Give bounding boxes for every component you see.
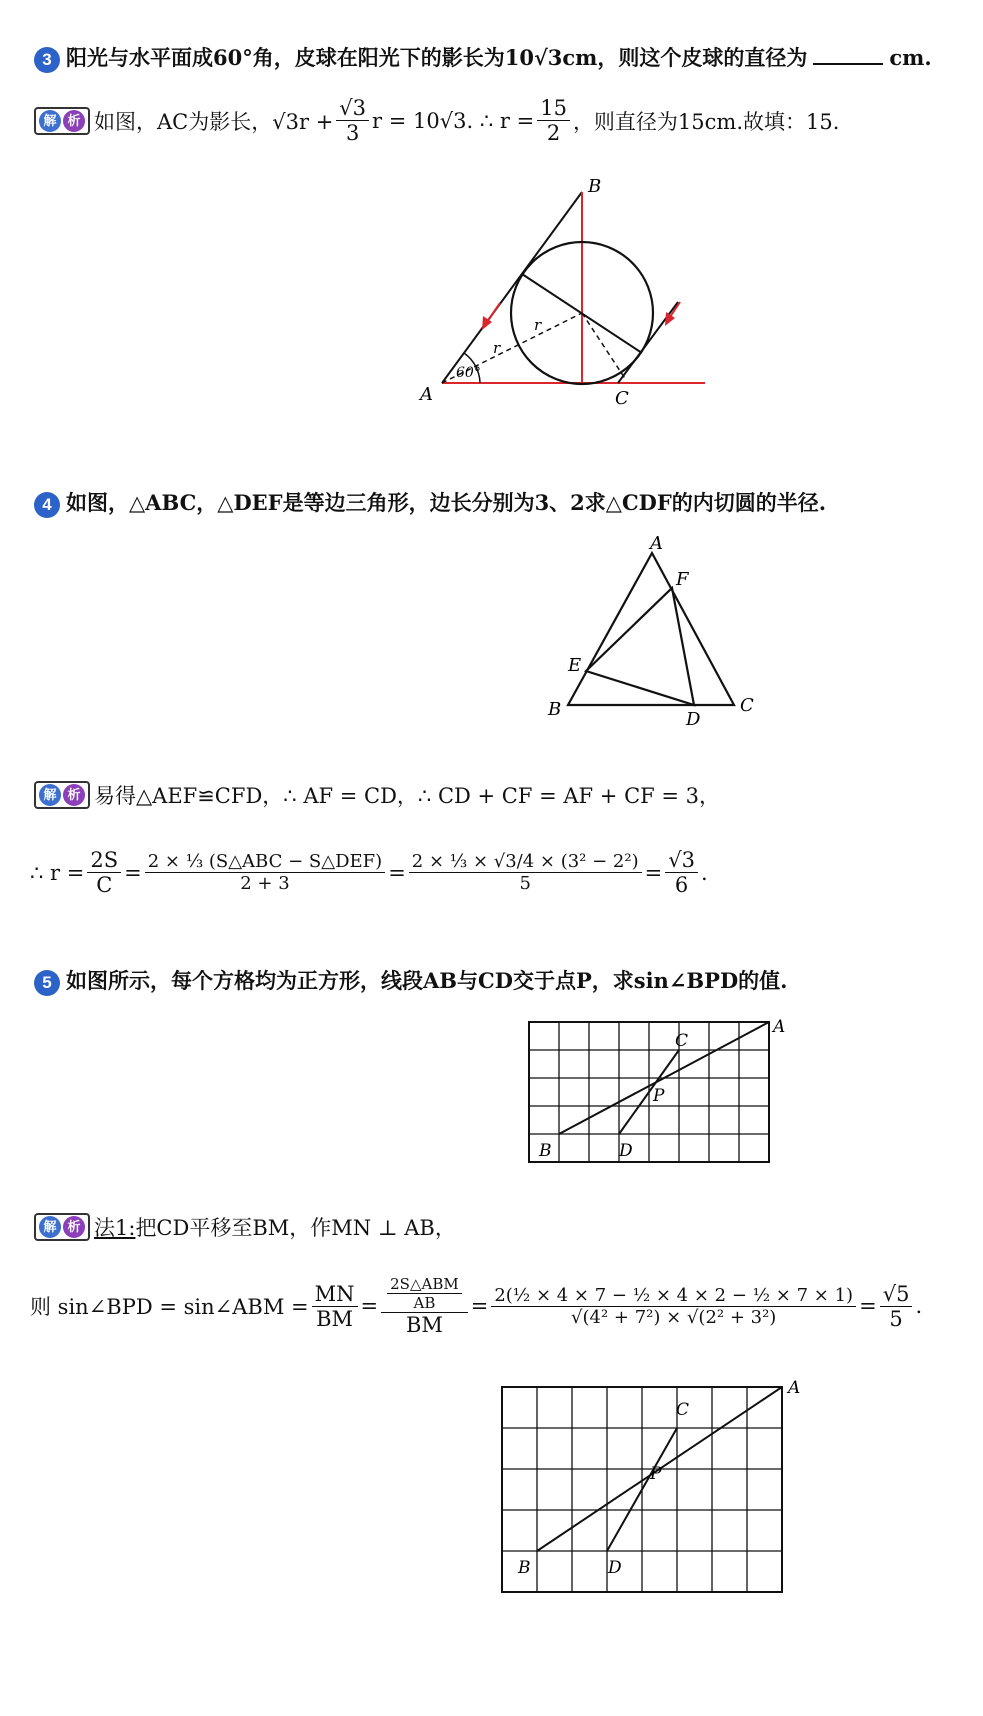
q3-figure (400, 170, 740, 420)
q3-answer-blank (813, 63, 883, 65)
q3-fraction: $\frac{√3}{3}$ (336, 96, 369, 145)
svg-text:D: D (619, 1141, 633, 1161)
q3-label-angle: 60° (456, 365, 481, 381)
solution-badge: 解 析 (34, 107, 90, 135)
q3-label-a: A (420, 384, 433, 405)
svg-text:B: B (539, 1141, 552, 1161)
svg-text:B: B (518, 1558, 531, 1578)
q3-solution-text: 如图，AC为影长，√3r + (94, 109, 334, 134)
q5-grid-figure (515, 1010, 795, 1175)
svg-text:A: A (788, 1378, 801, 1398)
solution-badge: 解 析 (34, 781, 90, 809)
q5-question (34, 965, 787, 996)
q4-label-f: F (676, 569, 689, 590)
svg-text:C: C (675, 1031, 689, 1051)
q3-label-r2: r (493, 339, 501, 357)
q4-solution (34, 780, 720, 810)
q3-question (34, 42, 932, 73)
q4-solution-line1: 易得△AEF≌CFD，∴ AF = CD，∴ CD + CF = AF + CF = 3， (94, 784, 721, 808)
svg-text:P: P (650, 1464, 662, 1484)
q4-figure (540, 525, 780, 740)
svg-text:A: A (773, 1017, 786, 1037)
q4-label-c: C (740, 695, 754, 716)
q5-grid-figure-2 (490, 1375, 820, 1605)
q4-label-a: A (650, 533, 663, 554)
q4-label-e: E (568, 655, 582, 676)
q3-label-r1: r (534, 316, 542, 334)
q3-solution-end: ，则直径为15cm.故填：15. (572, 109, 840, 134)
q5-method-label: 法1: (94, 1216, 136, 1240)
q5-solution-line1: 把CD平移至BM，作MN ⊥ AB， (135, 1216, 456, 1240)
svg-text:P: P (653, 1086, 665, 1106)
svg-text:D: D (608, 1558, 622, 1578)
q4-number-badge: 4 (34, 492, 60, 518)
q3-solution (34, 96, 839, 145)
q5-question-text: 如图所示，每个方格均为正方形，线段AB与CD交于点P，求sin∠BPD的值. (66, 968, 788, 993)
q3-label-b: B (588, 176, 602, 197)
q3-number-badge: 3 (34, 47, 60, 73)
solution-badge: 解 析 (34, 1213, 90, 1241)
q4-question-text: 如图，△ABC，△DEF是等边三角形，边长分别为3、2求△CDF的内切圆的半径. (66, 490, 827, 515)
q3-r-fraction: $\frac{15}{2}$ (537, 96, 570, 145)
q3-label-c: C (615, 388, 629, 409)
q4-equation: ∴ r = $\frac{2S}{C}$ = $\frac{\text{2 × ⅓ (S△ABC − S△DEF)}}{2 + 3}$ = $\frac{\text{2 × ⅓ × √3/4 × (3² − 2²)}}{5}$ = $\frac{√3}{6}$ . (30, 848, 708, 897)
q4-question (34, 487, 826, 518)
q5-solution (34, 1212, 456, 1242)
q4-label-d: D (686, 709, 701, 730)
q4-label-b: B (548, 699, 562, 720)
q5-number-badge: 5 (34, 970, 60, 996)
q3-unit: cm. (889, 45, 932, 70)
q5-equation: 则 sin∠BPD = sin∠ABM = $\frac{MN}{BM}$ = $\frac{\frac{\text{2S△ABM}}{AB}}{BM}$ = $\frac{\text{2(½ × 4 × 7 − ½ × 4 × 2 − ½ × 7 × 1)}}{\text{√(4² + 7²) × √(2² + 3²)}}$ = $\frac{√5}{5}$ . (30, 1275, 923, 1337)
q3-solution-mid: r = 10√3. ∴ r = (372, 108, 535, 133)
svg-text:C: C (676, 1400, 690, 1420)
q3-question-text: 阳光与水平面成60°角，皮球在阳光下的影长为10√3cm，则这个皮球的直径为 (66, 45, 808, 70)
